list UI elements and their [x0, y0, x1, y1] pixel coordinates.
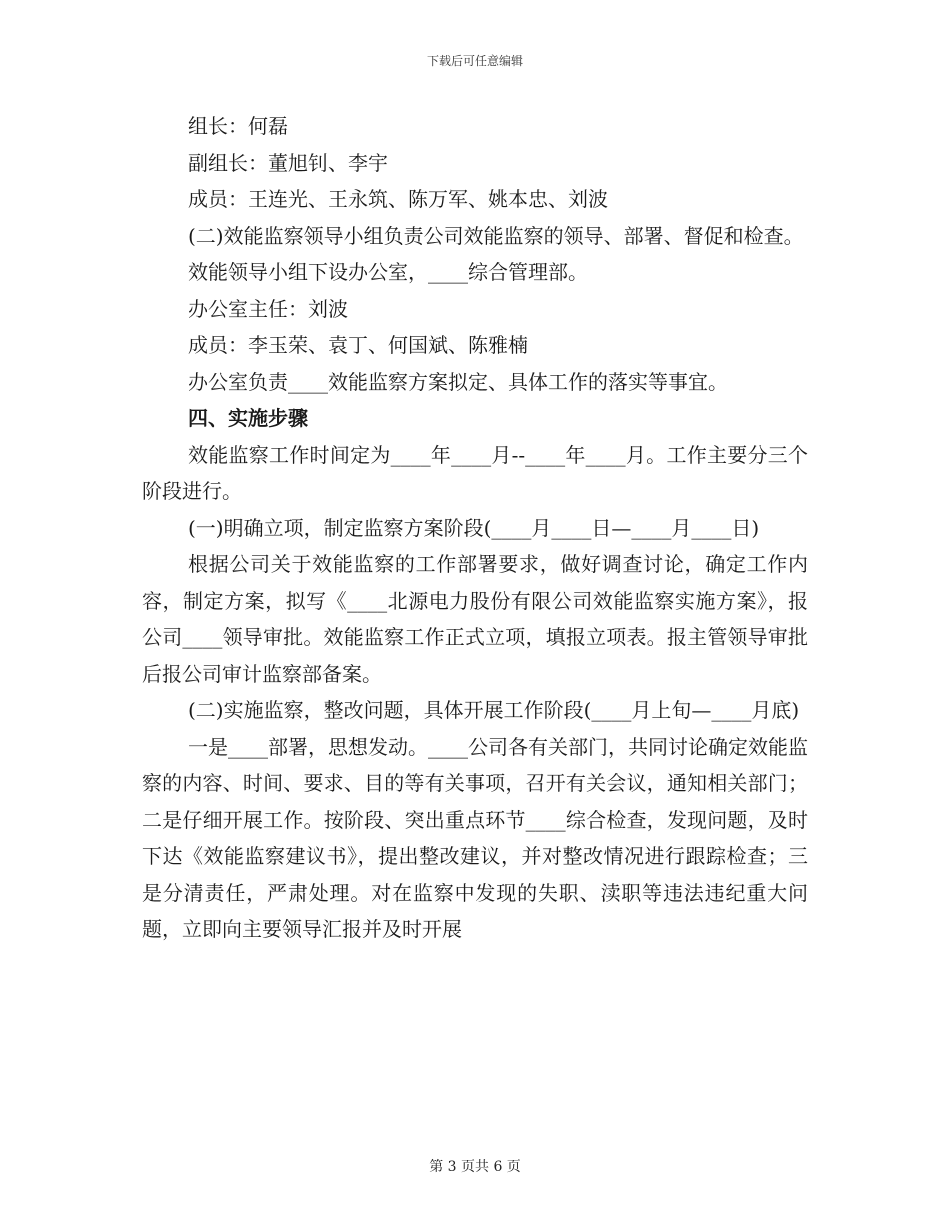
paragraph-group-duty: (二)效能监察领导小组负责公司效能监察的领导、部署、督促和检查。	[188, 223, 804, 248]
paragraph-leader: 组长：何磊	[188, 114, 288, 138]
page-header: 下载后可任意编辑	[426, 54, 523, 68]
paragraph-phase-one-detail: 根据公司关于效能监察的工作部署要求，做好调查讨论，确定工作内容，制定方案，拟写《____北源电力股份有限公司效能监察实施方案》，报公司____领导审批。效能监察工作正式立项，填报立项表。报主管领导审批后报公司审计监察部备案。	[142, 552, 808, 686]
document-body	[142, 108, 808, 948]
page-footer: 第 3 页共 6 页	[429, 1159, 521, 1175]
paragraph-office-director: 办公室主任：刘波	[188, 296, 348, 321]
paragraph-office-setup: 效能领导小组下设办公室，____综合管理部。	[188, 260, 588, 284]
paragraph-deputy-leader: 副组长：董旭钊、李宇	[188, 150, 388, 175]
paragraph-office-duty: 办公室负责____效能监察方案拟定、具体工作的落实等事宜。	[188, 369, 728, 394]
paragraph-office-members: 成员：李玉荣、袁丁、何国斌、陈雅楠	[188, 333, 528, 357]
paragraph-phase-one: (一)明确立项，制定监察方案阶段(____月____日—____月____日)	[188, 515, 760, 540]
paragraph-phase-two-detail: 一是____部署，思想发动。____公司各有关部门，共同讨论确定效能监察的内容、时间、要求、目的等有关事项，召开有关会议，通知相关部门；二是仔细开展工作。按阶段、突出重点环节____综合检查，发现问题，及时下达《效能监察建议书》，提出整改建议，并对整改情况进行跟踪检查；三是分清责任，严肃处理。对在监察中发现的失职、渎职等违法违纪重大问题，立即向主要领导汇报并及时开展	[142, 734, 808, 941]
paragraph-members: 成员：王连光、王永筑、陈万军、姚本忠、刘波	[188, 187, 608, 211]
section-heading-steps: 四、实施步骤	[188, 406, 308, 430]
paragraph-timeline: 效能监察工作时间定为____年____月--____年____月。工作主要分三个阶段进行。	[142, 442, 808, 503]
paragraph-phase-two: (二)实施监察，整改问题，具体开展工作阶段(____月上旬—____月底)	[188, 698, 800, 722]
